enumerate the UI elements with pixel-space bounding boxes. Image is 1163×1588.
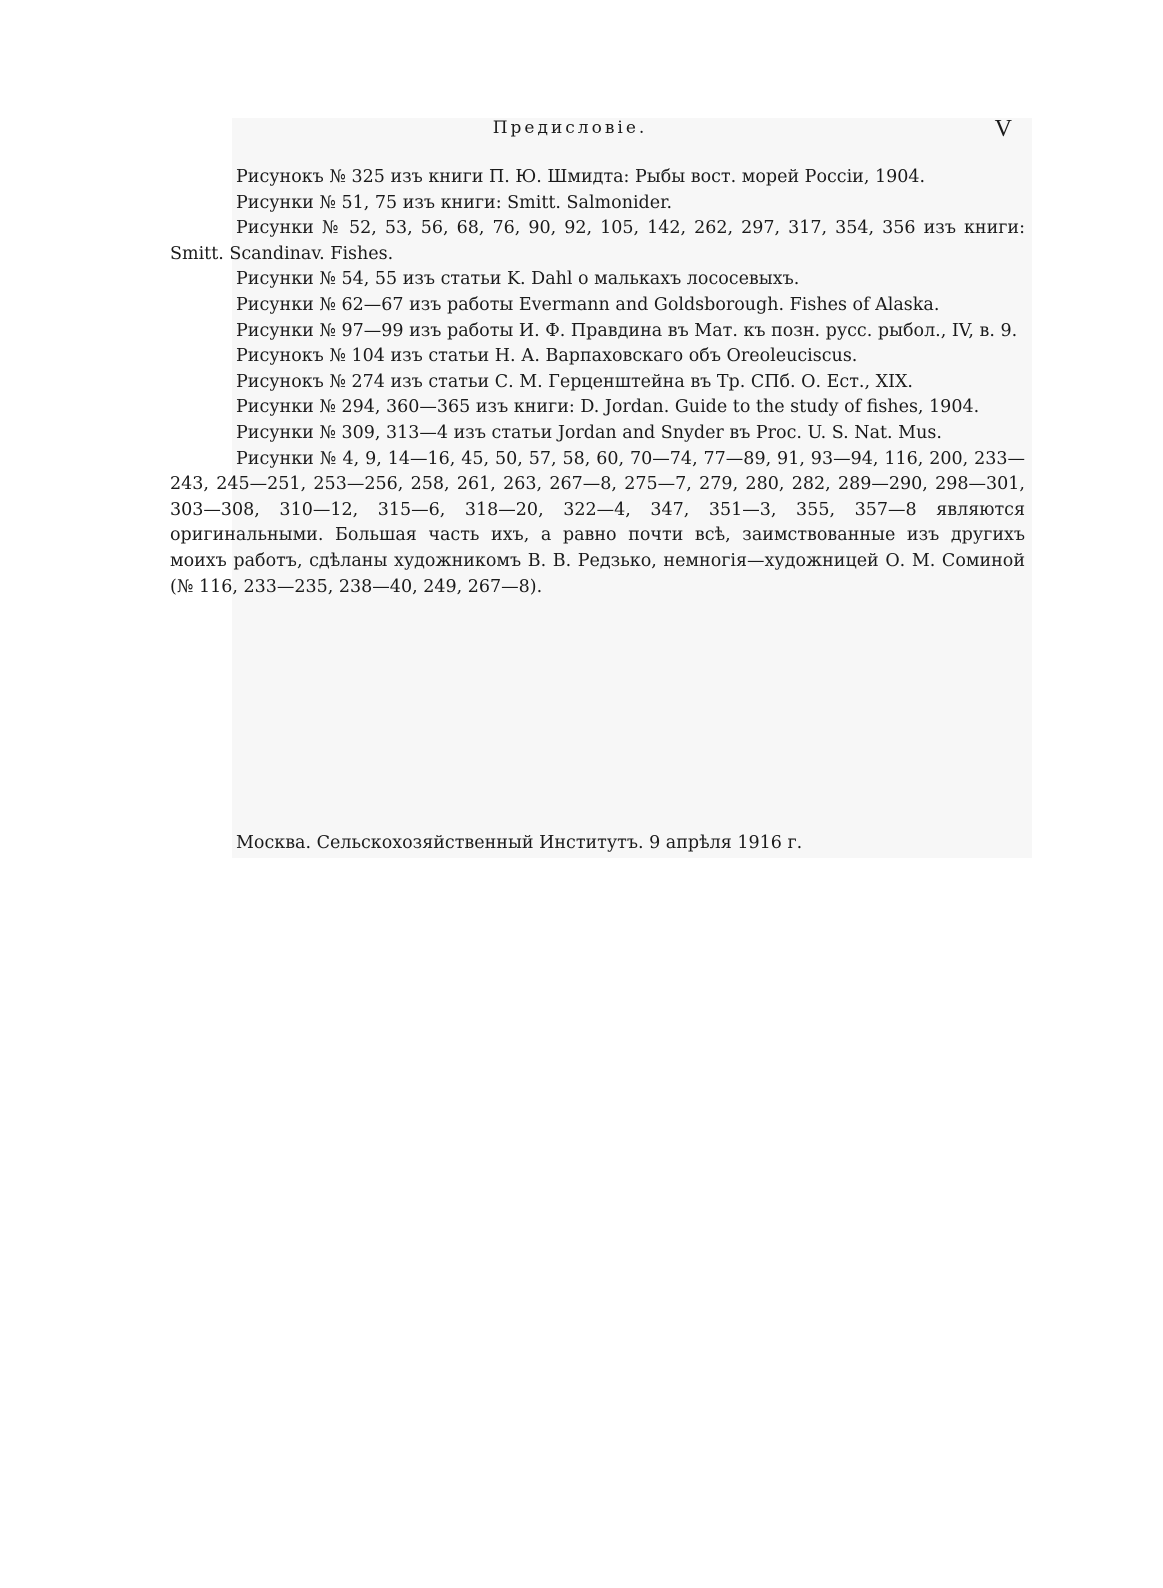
paragraph-figures-51-75: Рисунки № 51, 75 изъ книги: Smitt. Salmonider. — [236, 192, 673, 213]
paragraph-figures-309-313: Рисунки № 309, 313—4 изъ статьи Jordan and Snyder въ Proc. U. S. Nat. Mus. — [236, 422, 942, 443]
paragraph-figures-smitt-scandinav: Рисунки № 52, 53, 56, 68, 76, 90, 92, 105, 142, 262, 297, 317, 354, 356 изъ книги: Smitt. Scandinav. Fishes. — [170, 218, 1025, 264]
paragraph-figure-274: Рисунокъ № 274 изъ статьи С. М. Герценштейна въ Тр. СПб. О. Ест., XIX. — [236, 371, 913, 392]
paragraph-figure-325: Рисунокъ № 325 изъ книги П. Ю. Шмидта: Рыбы вост. морей Россіи, 1904. — [236, 167, 926, 187]
page-number: V — [994, 116, 1012, 142]
paragraph-figures-294-360: Рисунки № 294, 360—365 изъ книги: D. Jordan. Guide to the study of fishes, 1904. — [236, 397, 980, 418]
paragraph-figures-97-99: Рисунки № 97—99 изъ работы И. Ф. Правдина въ Мат. къ позн. русс. рыбол., IV, в. 9. — [236, 320, 1018, 341]
paragraph-figures-54-55: Рисунки № 54, 55 изъ статьи K. Dahl о малькахъ лососевыхъ. — [236, 269, 800, 290]
paragraph-figures-62-67: Рисунки № 62—67 изъ работы Evermann and Goldsborough. Fishes of Alaska. — [236, 294, 940, 315]
paragraph-figure-104: Рисунокъ № 104 изъ статьи Н. А. Варпаховскаго объ Oreoleuciscus. — [236, 346, 858, 367]
page-title: Предисловіе. — [492, 118, 648, 138]
signature-line: Москва. Сельскохозяйственный Институтъ. 9 апрѣля 1916 г. — [236, 833, 803, 853]
preface-body — [170, 165, 1025, 600]
paragraph-original-figures: Рисунки № 4, 9, 14—16, 45, 50, 57, 58, 60, 70—74, 77—89, 91, 93—94, 116, 200, 233—243, 245—251, 253—256, 258, 261, 263, 267—8, 275—7, 279, 280, 282, 289—290, 298—301, 303—308, 310—12, 315—6, 318—20, 322—4, 347, 351—3, 355, 357—8 являются оригинальными. Большая часть ихъ, а равно почти всѣ, заимствованные изъ другихъ моихъ работъ, сдѣланы художникомъ В. В. Редзько, немногія—художницей О. М. Соминой (№ 116, 233—235, 238—40, 249, 267—8). — [170, 448, 1025, 597]
running-header — [170, 116, 1032, 148]
